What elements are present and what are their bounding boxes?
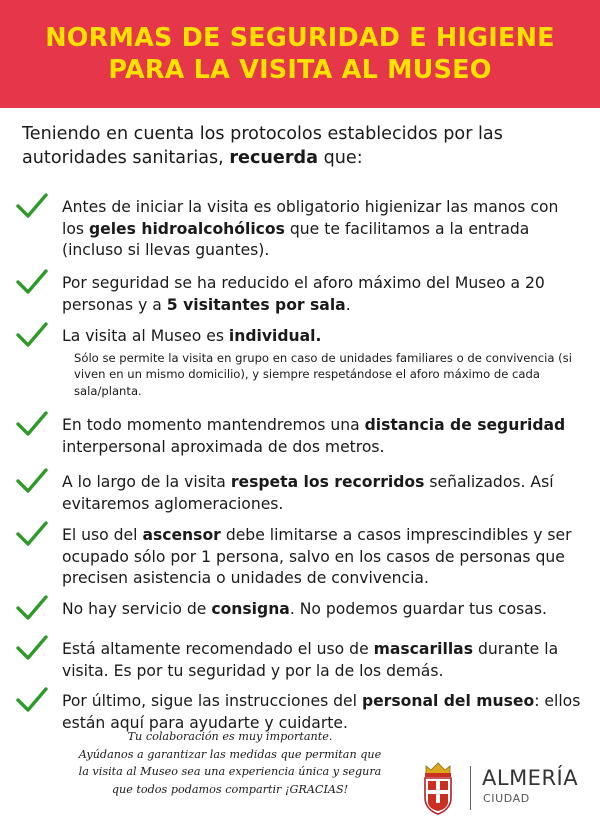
item-text-post: interpersonal aproximada de dos metros. (62, 437, 385, 456)
item-text-pre: No hay servicio de (62, 600, 212, 618)
check-icon (16, 410, 48, 438)
thanks-line-1: Tu colaboración es muy importante. (127, 730, 333, 743)
item-text-pre: El uso del (62, 526, 143, 544)
title-line-2: PARA LA VISITA AL MUSEO (108, 55, 492, 85)
header-banner (0, 0, 600, 108)
item-text-post: debe limitarse a casos imprescindibles y ser ocupado sólo por 1 persona, salvo en los casos de personas que precisen asistencia o unidades de convivencia. (62, 526, 572, 588)
item-text-pre: Por seguridad se ha reducido el aforo máximo del Museo a 20 personas y a (62, 274, 545, 314)
item-text-pre: Por último, sigue las instrucciones del (62, 692, 362, 710)
list-item-text (62, 273, 582, 316)
item-text-post: . (345, 295, 351, 314)
item-text-post: que te facilitamos a la entrada (incluso si llevas guantes). (62, 219, 530, 260)
intro-bold: recuerda (229, 147, 318, 168)
item-subtext: Sólo se permite la visita en grupo en caso de unidades familiares o de convivencia (si viven en un mismo domicilio), y siempre respetándose el aforo máximo de cada sala/planta. (74, 350, 572, 399)
intro-text (22, 123, 582, 170)
item-text-bold: respeta los recorridos (230, 473, 425, 491)
check-icon (16, 594, 48, 622)
item-text-bold: consigna (211, 600, 290, 618)
coat-of-arms-icon (420, 760, 456, 816)
thanks-line-2: Ayúdanos a garantizar las medidas que permitan que (78, 747, 382, 761)
check-icon (16, 321, 48, 349)
item-text-post: . No podemos guardar tus cosas. (289, 600, 547, 618)
check-icon (16, 634, 48, 662)
check-icon (16, 520, 48, 548)
item-text-pre: La visita al Museo es (62, 327, 229, 345)
item-text-pre: Antes de iniciar la visita es obligatorio higienizar las manos con los (62, 198, 559, 238)
check-icon (16, 686, 48, 714)
check-icon (16, 467, 48, 495)
item-text-bold: 5 visitantes por sala (166, 295, 346, 314)
item-text-pre: En todo momento mantendremos una (62, 416, 365, 434)
item-text-pre: A lo largo de la visita (62, 473, 231, 491)
title-line-1: NORMAS DE SEGURIDAD E HIGIENE (45, 23, 555, 53)
thanks-line-3: la visita al Museo sea una experiencia única y segura (78, 765, 382, 779)
list-item-text (62, 472, 582, 515)
item-text-bold: mascarillas (373, 640, 473, 658)
item-text-bold: personal del museo (361, 692, 535, 710)
list-item-text (62, 525, 582, 590)
thanks-note (60, 728, 400, 798)
item-text-bold: individual. (228, 327, 322, 345)
thanks-line-4: que todos podamos compartir ¡GRACIAS! (111, 782, 349, 796)
list-item-text (62, 197, 582, 262)
item-text-post: durante la visita. Es por tu seguridad y por la de los demás. (62, 640, 559, 680)
intro-text-a: Teniendo en cuenta los protocolos establecidos por las autoridades sanitarias, (22, 124, 503, 168)
item-text-post: señalizados. Así evitaremos aglomeraciones. (62, 473, 554, 513)
item-text-post: : ellos están aquí para ayudarte y cuidarte. (62, 692, 581, 732)
logo-name: ALMERÍA (482, 766, 579, 790)
logo-subtitle: CIUDAD (483, 792, 530, 805)
almeria-logo (412, 760, 587, 820)
item-text-pre: Está altamente recomendado el uso de (62, 640, 374, 658)
list-item-text (62, 639, 582, 682)
intro-text-b: que: (317, 147, 363, 168)
item-text-bold: distancia de seguridad (364, 416, 566, 434)
item-text-bold: ascensor (142, 526, 221, 544)
list-item-text (62, 415, 582, 458)
item-text-bold: geles hidroalcohólicos (88, 219, 285, 238)
check-icon (16, 268, 48, 296)
logo-divider (470, 766, 471, 810)
check-icon (16, 192, 48, 220)
list-item-text (62, 326, 582, 400)
list-item-text (62, 599, 582, 621)
